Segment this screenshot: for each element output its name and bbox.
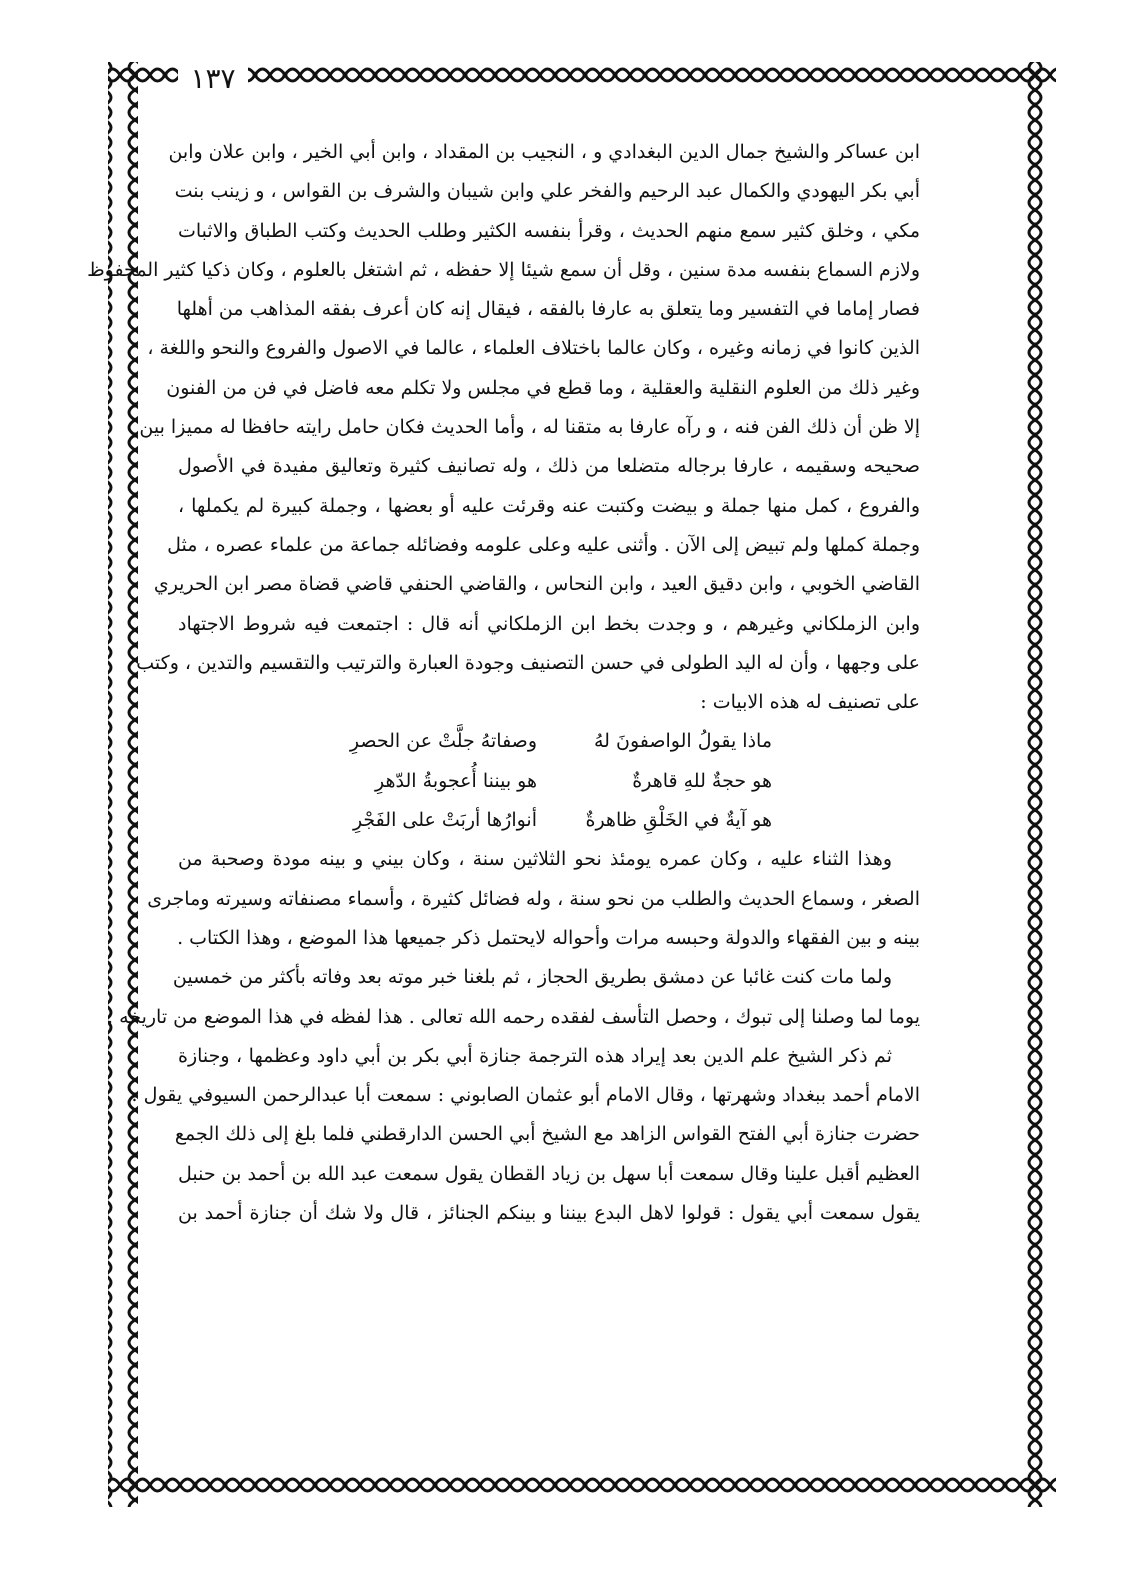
text-line: على تصنيف له هذه الابيات :	[700, 691, 920, 714]
text-line: الامام أحمد ببغداد وشهرتها ، وقال الامام أبو عثمان الصابوني : سمعت أبا عبدالرحمن السيوفي يقول :	[131, 1084, 920, 1107]
second-hemistich: هو بيننا أُعجوبةُ الدّهرِ	[375, 769, 537, 792]
text-line: على وجهها ، وأن له اليد الطولى في حسن التصنيف وجودة العبارة والترتيب والتقسيم والتدين ، وكتب	[136, 651, 920, 674]
text-line: وغير ذلك من العلوم النقلية والعقلية ، وما قطع في مجلس ولا تكلم معه فاضل في فن من الفنون	[166, 376, 920, 399]
poem-verse	[178, 762, 920, 801]
page-number: ١٣٧	[178, 62, 248, 96]
main-text	[87, 133, 920, 1233]
text-line: ولازم السماع بنفسه مدة سنين ، وقل أن سمع شيئا إلا حفظه ، ثم اشتغل بالعلوم ، وكان ذكيا كثير المحفوظ	[87, 258, 920, 281]
text-line: وهذا الثناء عليه ، وكان عمره يومئذ نحو الثلاثين سنة ، وكان بيني و بينه مودة وصحبة من	[178, 848, 892, 871]
text-line: ثم ذكر الشيخ علم الدين بعد إيراد هذه الترجمة جنازة أبي بكر بن أبي داود وعظمها ، وجنازة	[178, 1044, 892, 1067]
text-line: يوما لما وصلنا إلى تبوك ، وحصل التأسف لفقده رحمه الله تعالى . هذا لفظه في هذا الموضع من تاريخه .	[107, 1005, 920, 1028]
poem-verse	[178, 801, 920, 840]
paragraph	[131, 1037, 920, 1233]
first-hemistich: ماذا يقولُ الواصفونَ لهُ	[594, 730, 772, 753]
text-line: وابن الزملكاني وغيرهم ، و وجدت بخط ابن الزملكاني أنه قال : اجتمعت فيه شروط الاجتهاد	[178, 612, 920, 635]
paragraph	[87, 133, 920, 722]
first-hemistich: هو حجةٌ للهِ قاهرةٌ	[632, 769, 772, 792]
text-line: الذين كانوا في زمانه وغيره ، وكان عالما باختلاف العلماء ، عالما في الاصول والفروع والنحو واللغة ،	[147, 337, 920, 360]
text-line: ولما مات كنت غائبا عن دمشق بطريق الحجاز ، ثم بلغنا خبر موته بعد وفاته بأكثر من خمسين	[172, 966, 892, 989]
poem	[178, 722, 920, 840]
poem-verse	[178, 722, 920, 761]
text-line: وجملة كملها ولم تبيض إلى الآن . وأثنى عليه وعلى علومه وفضائله جماعة من علماء عصره ، مثل	[167, 533, 920, 556]
text-line: أبي بكر اليهودي والكمال عبد الرحيم والفخر علي وابن شيبان والشرف بن القواس ، و زينب بنت	[174, 180, 920, 203]
text-line: الصغر ، وسماع الحديث والطلب من نحو سنة ، وله فضائل كثيرة ، وأسماء مصنفاته وسيرته وماجرى	[147, 887, 920, 910]
text-line: حضرت جنازة أبي الفتح القواس الزاهد مع الشيخ أبي الحسن الدارقطني فلما بلغ إلى ذلك الجمع	[174, 1123, 920, 1146]
text-line: إلا ظن أن ذلك الفن فنه ، و رآه عارفا به متقنا له ، وأما الحديث فكان حامل رايته حافظا له مميزا بين	[139, 416, 920, 439]
text-line: صحيحه وسقيمه ، عارفا برجاله متضلعا من ذلك ، وله تصانيف كثيرة وتعاليق مفيدة في الأصول	[178, 455, 920, 478]
second-hemistich: أنوارُها أربَتْ على الفَجْرِ	[352, 809, 537, 832]
second-hemistich: وصفاتهُ جلَّتْ عن الحصرِ	[349, 730, 537, 753]
text-line: يقول سمعت أبي يقول : قولوا لاهل البدع بيننا و بينكم الجنائز ، قال ولا شك أن جنازة أحمد بن	[178, 1202, 920, 1225]
text-line: فصار إماما في التفسير وما يتعلق به عارفا بالفقه ، فيقال إنه كان أعرف بفقه المذاهب من أهلها	[176, 298, 920, 321]
text-line: والفروع ، كمل منها جملة و بيضت وكتبت عنه وقرئت عليه أو بعضها ، وجملة كبيرة لم يكملها ،	[178, 494, 920, 517]
text-line: بينه و بين الفقهاء والدولة وحبسه مرات وأحواله لايحتمل ذكر جميعها هذا الموضع ، وهذا الكتاب .	[177, 926, 920, 949]
text-line: مكي ، وخلق كثير سمع منهم الحديث ، وقرأ بنفسه الكثير وطلب الحديث وكتب الطباق والاثبات	[178, 219, 920, 242]
text-line: ابن عساكر والشيخ جمال الدين البغدادي و ، النجيب بن المقداد ، وابن أبي الخير ، وابن علان وابن	[168, 141, 920, 163]
text-line: القاضي الخوبي ، وابن دقيق العيد ، وابن النحاس ، والقاضي الحنفي قاضي قضاة مصر ابن الحريري	[153, 573, 920, 596]
paragraph	[107, 958, 920, 1037]
paragraph	[147, 840, 920, 958]
text-line: العظيم أقبل علينا وقال سمعت أبا سهل بن زياد القطان يقول سمعت عبد الله بن أحمد بن حنبل	[178, 1162, 920, 1185]
first-hemistich: هو آيةٌ في الخَلْقِ ظاهرةٌ	[585, 809, 772, 832]
